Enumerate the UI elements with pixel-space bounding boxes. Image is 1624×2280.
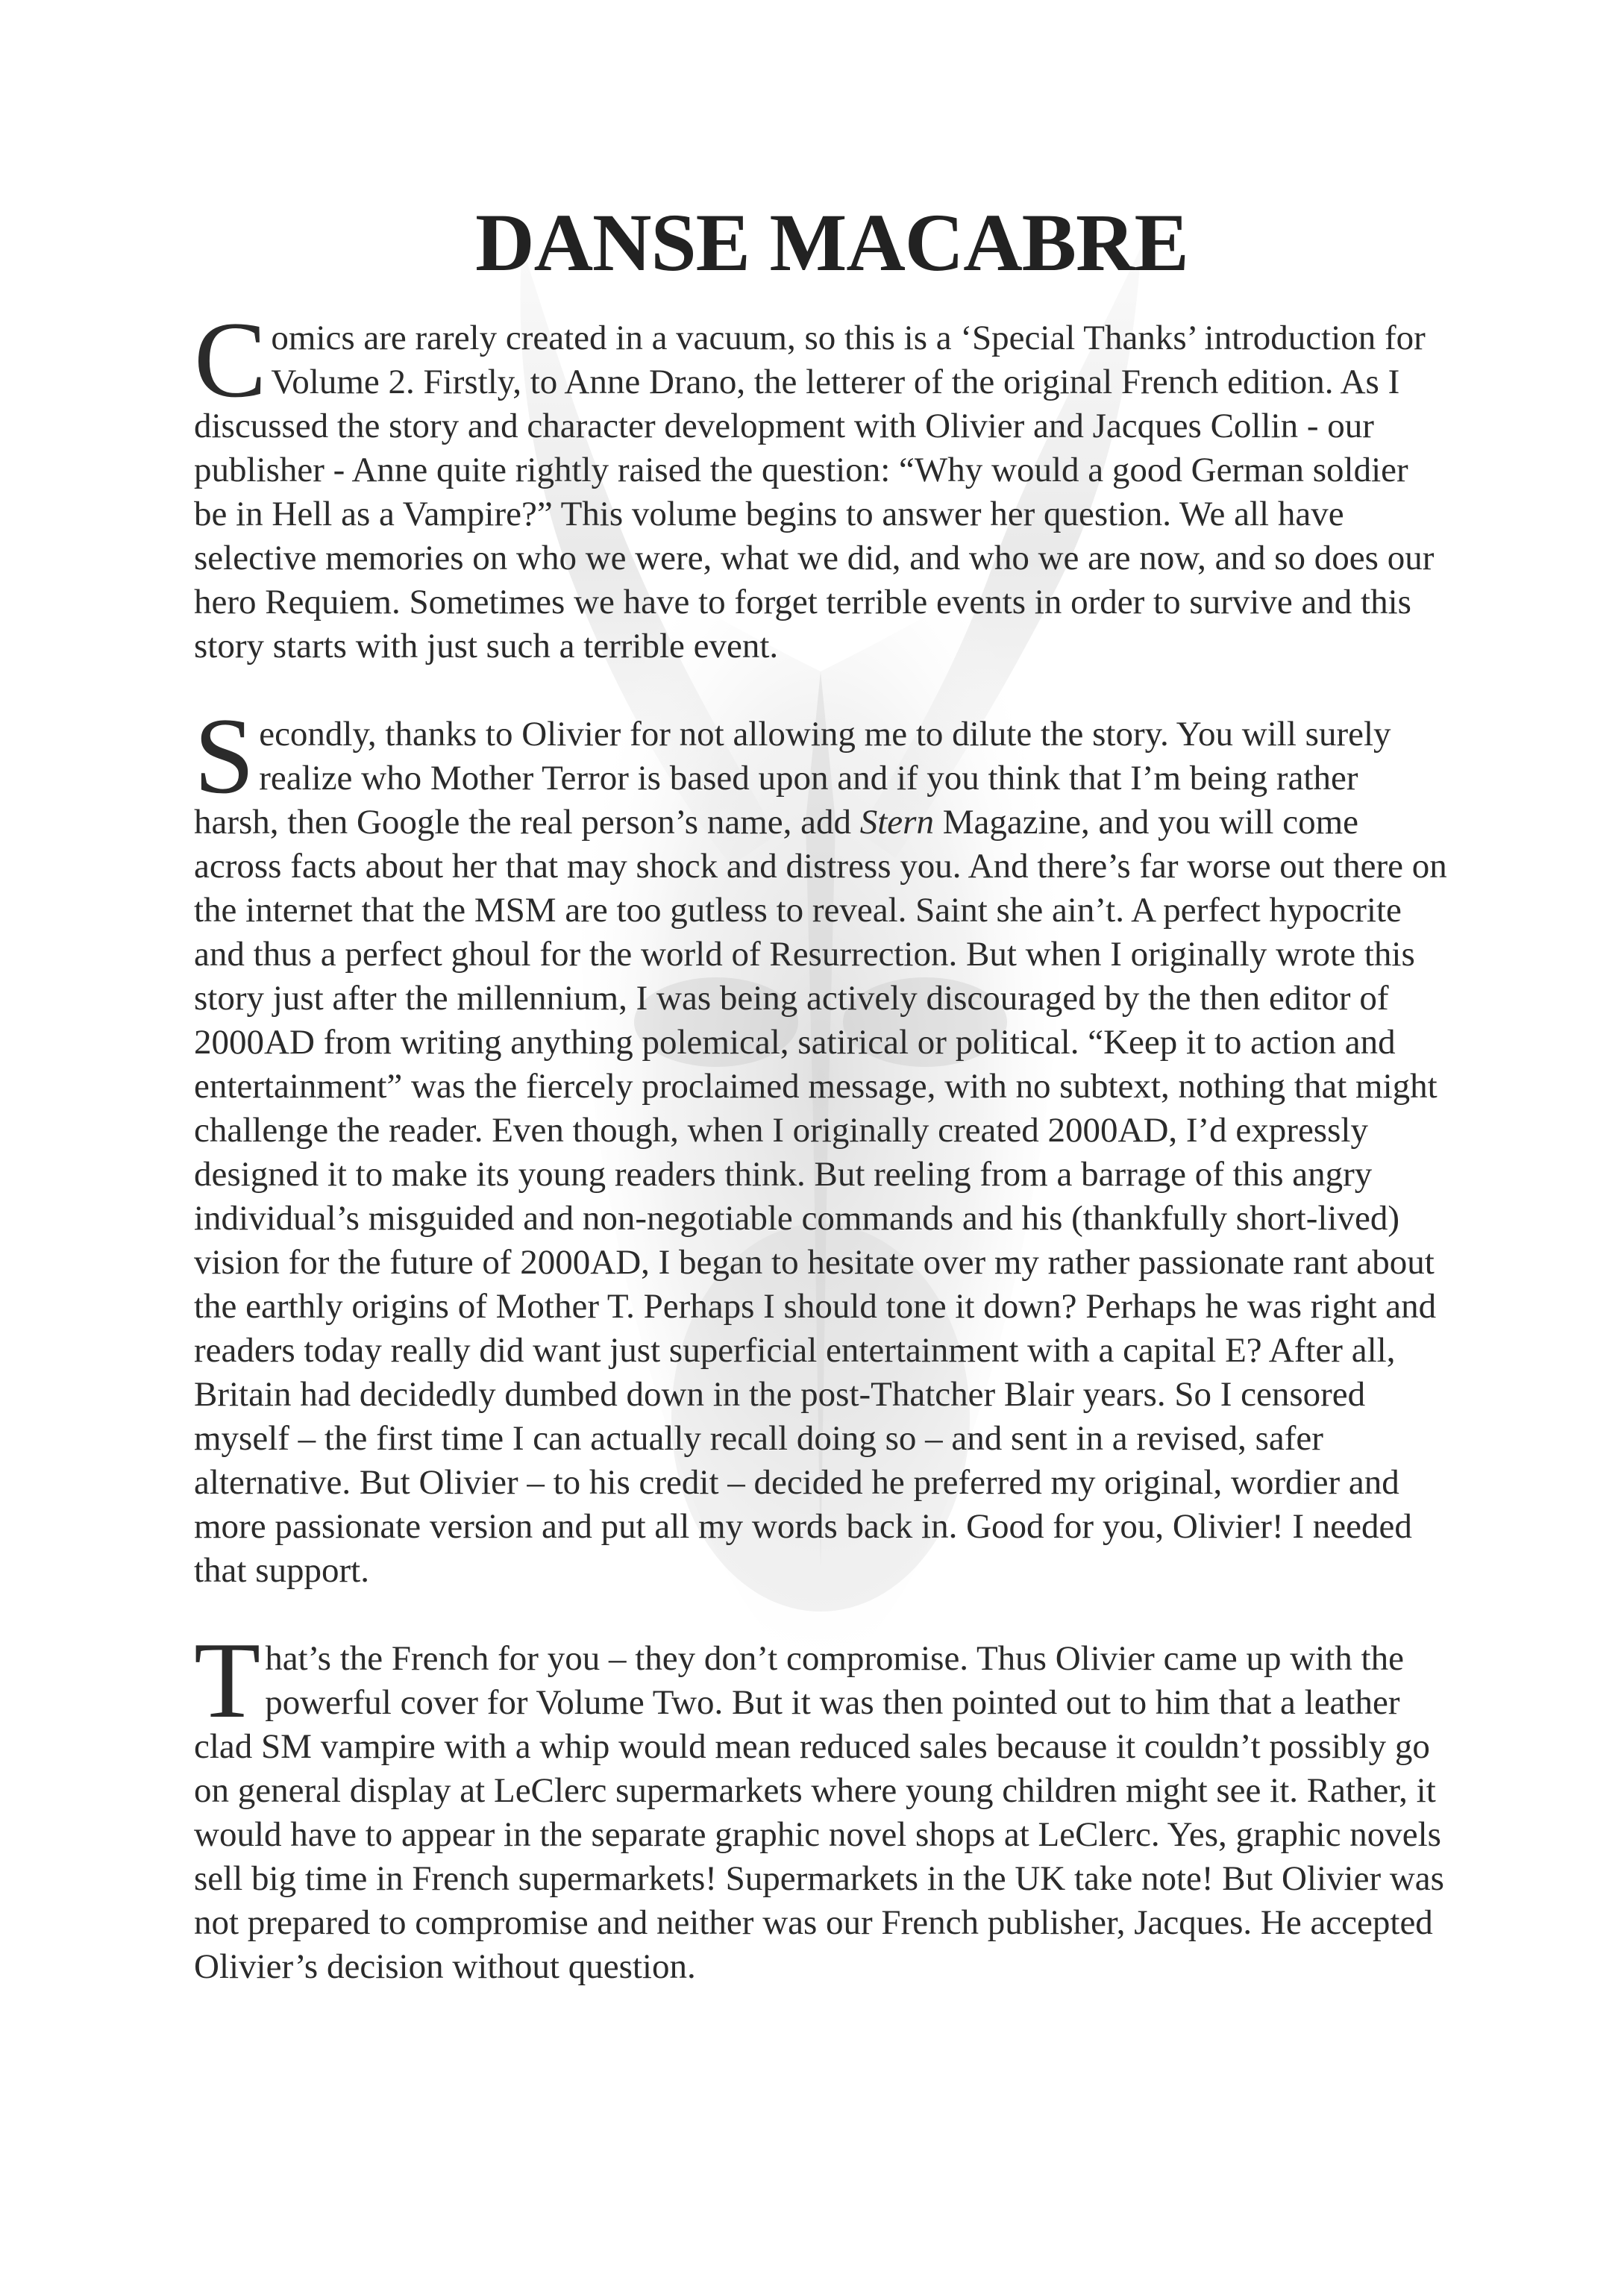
magazine-name: Stern — [859, 802, 934, 842]
drop-cap: C — [194, 298, 267, 420]
paragraph-text: hat’s the French for you – they don’t compromise. Thus Olivier came up with the powerful cover for Volume Two. But it was then pointed out to him that a leather clad SM vampire with a whip would mean reduced sales because it couldn’t possibly go on general display at LeClerc supermarkets where young children might see it. Rather, it would have to appear in the separate graphic novel shops at LeClerc. Yes, graphic novels sell big time in French supermarkets! Supermarkets in the UK take note! But Olivier was not prepared to compromise and neither was our French publisher, Jacques. He accepted Olivier’s decision without question. — [194, 1638, 1444, 1986]
paragraph-2 — [194, 695, 1447, 1593]
drop-cap: T — [194, 1619, 261, 1741]
paragraph-1 — [194, 298, 1447, 668]
page-title: DANSE MACABRE — [475, 197, 1188, 288]
drop-cap: S — [194, 695, 255, 816]
paragraph-text: Magazine, and you will come across facts about her that may shock and distress you. And there’s far worse out there on the internet that the MSM are too gutless to reveal. Saint she ain’t. A perfect hypocrite and thus a perfect ghoul for the world of Resurrection. But when I originally wrote this story just after the millennium, I was being actively discouraged by the then editor of 2000AD from writing anything polemical, satirical or political. “Keep it to action and entertainment” was the fiercely proclaimed message, with no subtext, nothing that might challenge the reader. Even though, when I originally created 2000AD, I’d expressly designed it to make its young readers think. But reeling from a barrage of this angry individual’s misguided and non-negotiable commands and his (thankfully short-lived) vision for the future of 2000AD, I began to hesitate over my rather passionate rant about the earthly origins of Mother T. Perhaps I should tone it down? Perhaps he was right and readers today really did want just superficial entertainment with a capital E? After all, Britain had decidedly dumbed down in the post-Thatcher Blair years. So I censored myself – the first time I can actually recall doing so – and sent in a revised, safer alternative. But Olivier – to his credit – decided he preferred my original, wordier and more passionate version and put all my words back in. Good for you, Olivier! I needed that support. — [194, 802, 1447, 1590]
paragraph-text: econdly, thanks to Olivier for not allowing me to dilute the story. You will surely realize who Mother Terror is based upon and if you think that I’m being rather harsh, then Google the real person’s name, add — [194, 714, 1391, 842]
article — [194, 197, 1447, 1989]
paragraph-text: omics are rarely created in a vacuum, so this is a ‘Special Thanks’ introduction for Volume 2. Firstly, to Anne Drano, the letterer of the original French edition. As I discussed the story and character development with Olivier and Jacques Collin - our publisher - Anne quite rightly raised the question: “Why would a good German soldier be in Hell as a Vampire?” This volume begins to answer her question. We all have selective memories on who we were, what we did, and who we are now, and so does our hero Requiem. Sometimes we have to forget terrible events in order to survive and this story starts with just such a terrible event. — [194, 318, 1435, 665]
paragraph-3 — [194, 1619, 1447, 1989]
